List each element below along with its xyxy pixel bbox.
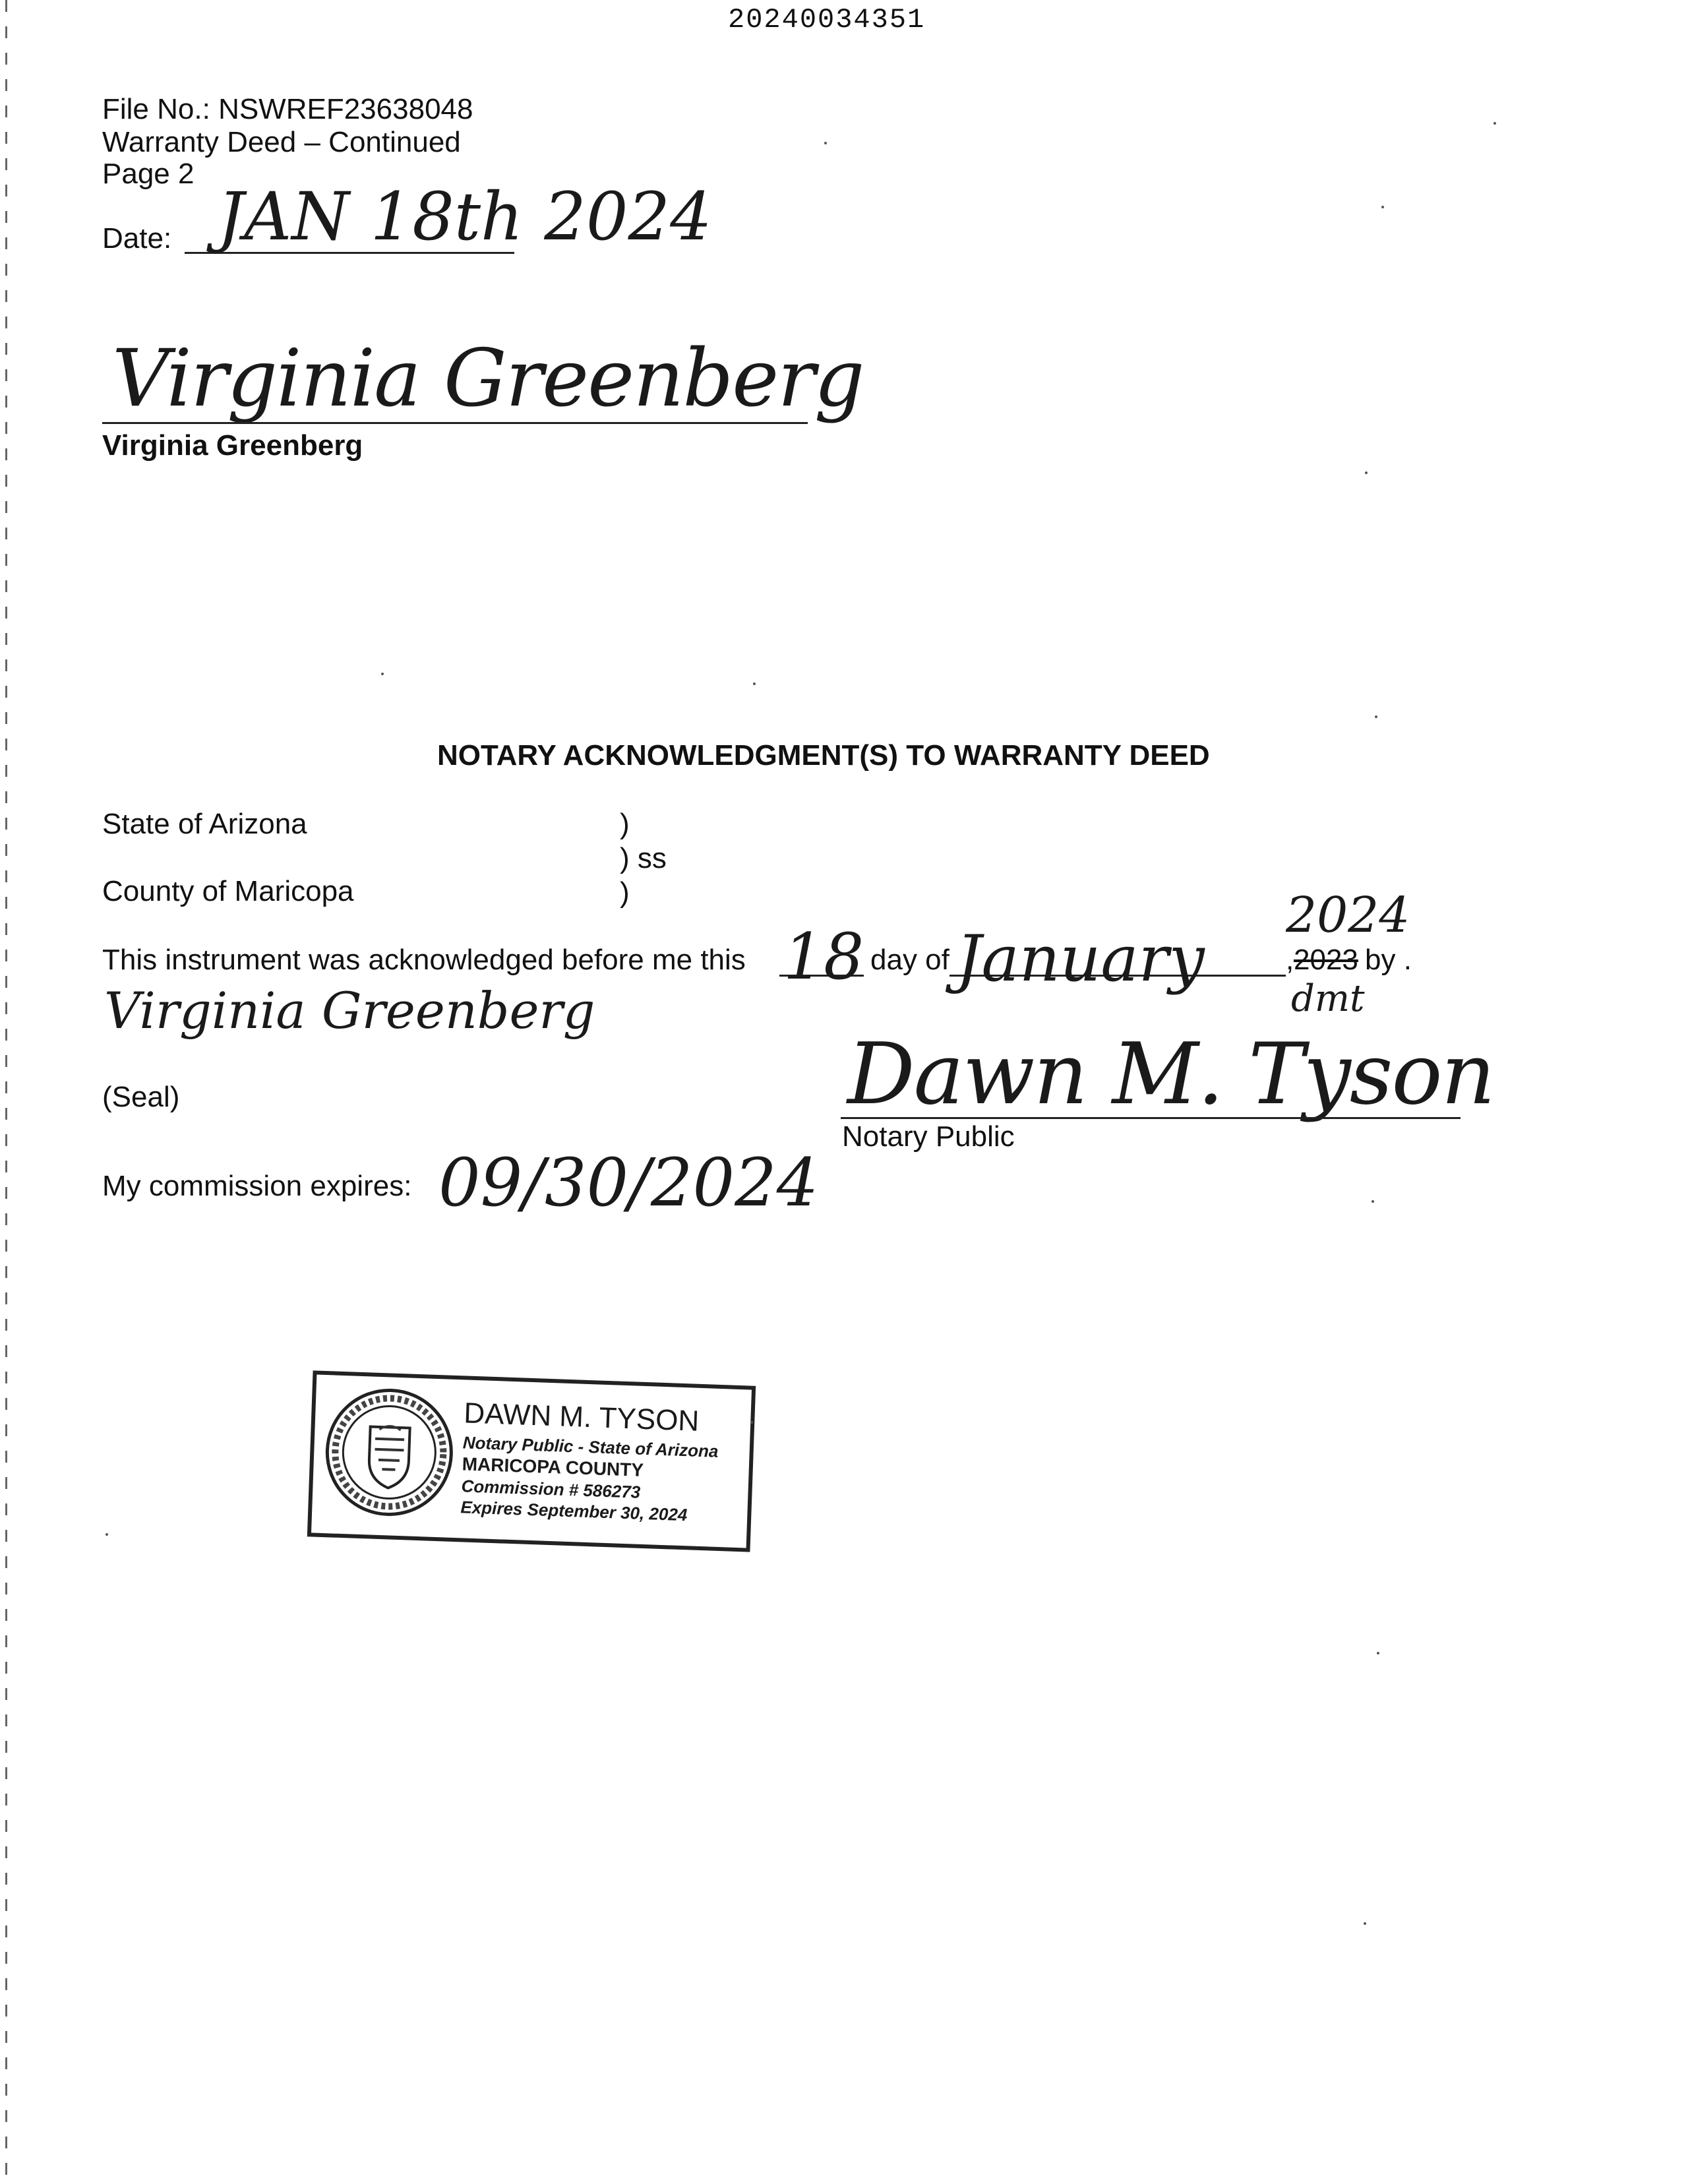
comma: , [1286,944,1294,976]
notary-heading: NOTARY ACKNOWLEDGMENT(S) TO WARRANTY DEED [437,739,1210,772]
commission-handwritten: 09/30/2024 [438,1144,819,1221]
venue-paren-1: ) [620,808,630,840]
commission-label: My commission expires: [102,1170,412,1202]
day-of-label: day of [870,944,950,976]
scan-speck [1364,1922,1366,1925]
scan-speck [1381,206,1384,208]
scan-speck [1493,122,1496,125]
county-label: County of Maricopa [102,875,354,907]
venue-paren-3: ) [620,876,630,909]
stamp-line-2: MARICOPA COUNTY [462,1453,644,1480]
state-label: State of Arizona [102,808,307,840]
scan-speck [824,142,827,144]
scan-edge-marks [5,0,7,2184]
acknowledged-person: Virginia Greenberg [104,981,595,1040]
continued-label: Warranty Deed – Continued [102,126,461,158]
venue-paren-ss: ) ss [620,842,667,874]
instrument-text: This instrument was acknowledged before me this [102,944,746,976]
grantor-name: Virginia Greenberg [102,429,363,462]
stamp-line-4: Expires September 30, 2024 [460,1497,688,1525]
year-handwritten: 2024 [1286,887,1410,944]
stamp-name: DAWN M. TYSON [463,1397,700,1438]
grantor-signature: Virginia Greenberg [112,333,864,425]
document-number: 20240034351 [728,4,926,36]
notary-stamp [307,1370,756,1552]
stamp-line-3: Commission # 586273 [461,1476,641,1502]
date-handwritten: JAN 18th 2024 [218,178,712,255]
month-handwritten: January [956,922,1205,996]
scan-speck [1372,1200,1374,1203]
scan-speck [106,1533,108,1536]
date-label: Date: [102,222,172,255]
signature-line [102,422,808,424]
file-number-line [102,94,473,125]
arizona-seal-icon [321,1384,458,1521]
scan-speck [1377,1652,1379,1654]
scan-speck [381,673,384,675]
day-handwritten: 18 [783,920,864,994]
file-number-label: File No.: [102,93,210,125]
notary-public-label: Notary Public [842,1120,1015,1153]
by-text: by . [1365,944,1412,976]
scan-speck [1375,715,1377,718]
stamp-line-1: Notary Public - State of Arizona [462,1432,719,1461]
correction-initials: dmt [1291,977,1365,1020]
scan-speck [753,682,756,685]
notary-signature-line [841,1117,1461,1119]
file-number-value: NSWREF23638048 [218,93,473,125]
year-struck: 2023 [1294,944,1358,976]
page-label: Page 2 [102,158,195,190]
scan-speck [1365,471,1368,474]
notary-signature: Dawn M. Tyson [847,1025,1494,1124]
scan-speck [750,1421,753,1424]
seal-label: (Seal) [102,1081,180,1113]
